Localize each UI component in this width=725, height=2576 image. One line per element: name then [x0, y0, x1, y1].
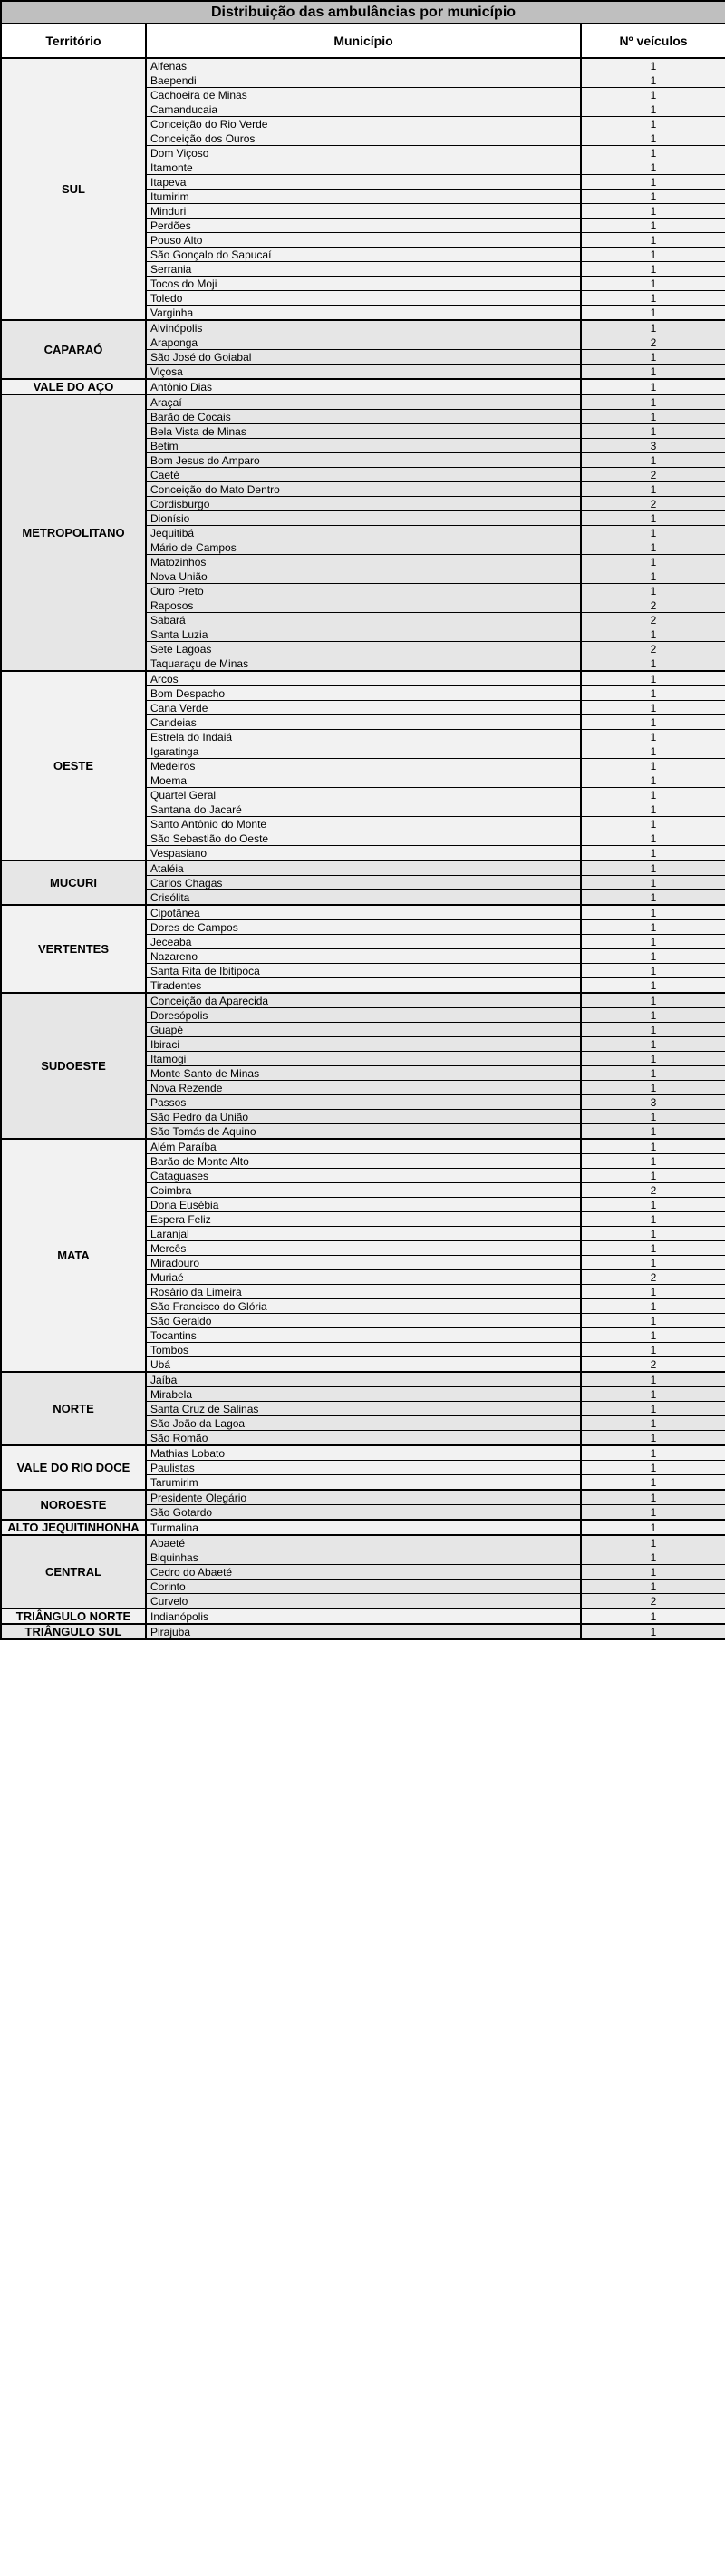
municipality-cell: Araponga — [146, 335, 581, 350]
vehicle-count-cell: 1 — [581, 876, 725, 890]
vehicle-count-cell: 1 — [581, 1169, 725, 1183]
municipality-cell: Ouro Preto — [146, 584, 581, 598]
vehicle-count-cell: 1 — [581, 1110, 725, 1124]
municipality-cell: Barão de Cocais — [146, 410, 581, 424]
vehicle-count-cell: 1 — [581, 1154, 725, 1169]
vehicle-count-cell: 1 — [581, 102, 725, 117]
vehicle-count-cell: 1 — [581, 320, 725, 335]
vehicle-count-cell: 1 — [581, 1081, 725, 1095]
municipality-cell: Cataguases — [146, 1169, 581, 1183]
vehicle-count-cell: 1 — [581, 1387, 725, 1402]
vehicle-count-cell: 1 — [581, 190, 725, 204]
municipality-cell: Quartel Geral — [146, 788, 581, 802]
municipality-cell: Muriaé — [146, 1270, 581, 1285]
vehicle-count-cell: 1 — [581, 1402, 725, 1416]
municipality-cell: São Gotardo — [146, 1505, 581, 1521]
vehicle-count-cell: 1 — [581, 350, 725, 365]
vehicle-count-cell: 1 — [581, 379, 725, 394]
territory-cell: METROPOLITANO — [1, 394, 146, 671]
municipality-cell: Jaíba — [146, 1372, 581, 1387]
municipality-cell: Indianópolis — [146, 1609, 581, 1624]
vehicle-count-cell: 2 — [581, 642, 725, 656]
municipality-cell: Além Paraíba — [146, 1139, 581, 1154]
vehicle-count-cell: 1 — [581, 860, 725, 876]
vehicle-count-cell: 1 — [581, 175, 725, 190]
municipality-cell: São Gonçalo do Sapucaí — [146, 248, 581, 262]
municipality-cell: Alfenas — [146, 58, 581, 73]
vehicle-count-cell: 1 — [581, 1212, 725, 1227]
municipality-cell: Candeias — [146, 715, 581, 730]
vehicle-count-cell: 1 — [581, 204, 725, 219]
municipality-cell: Tiradentes — [146, 978, 581, 994]
municipality-cell: Sabará — [146, 613, 581, 627]
vehicle-count-cell: 1 — [581, 131, 725, 146]
vehicle-count-cell: 1 — [581, 890, 725, 906]
municipality-cell: Corinto — [146, 1580, 581, 1594]
municipality-cell: Guapé — [146, 1023, 581, 1037]
municipality-cell: Baependi — [146, 73, 581, 88]
municipality-cell: Passos — [146, 1095, 581, 1110]
vehicle-count-cell: 1 — [581, 730, 725, 744]
municipality-cell: Araçaí — [146, 394, 581, 410]
column-header-territory: Território — [1, 24, 146, 58]
vehicle-count-cell: 1 — [581, 555, 725, 569]
vehicle-count-cell: 1 — [581, 1550, 725, 1565]
territory-cell: VALE DO RIO DOCE — [1, 1445, 146, 1490]
municipality-cell: Pirajuba — [146, 1624, 581, 1639]
vehicle-count-cell: 1 — [581, 569, 725, 584]
table-row — [1, 379, 725, 394]
municipality-cell: Tombos — [146, 1343, 581, 1357]
vehicle-count-cell: 1 — [581, 1372, 725, 1387]
vehicle-count-cell: 1 — [581, 831, 725, 846]
municipality-cell: Presidente Olegário — [146, 1490, 581, 1505]
vehicle-count-cell: 1 — [581, 1343, 725, 1357]
municipality-cell: Taquaraçu de Minas — [146, 656, 581, 672]
municipality-cell: Arcos — [146, 671, 581, 686]
vehicle-count-cell: 1 — [581, 1285, 725, 1299]
municipality-cell: Itapeva — [146, 175, 581, 190]
municipality-cell: Crisólita — [146, 890, 581, 906]
vehicle-count-cell: 1 — [581, 1328, 725, 1343]
vehicle-count-cell: 2 — [581, 1594, 725, 1609]
vehicle-count-cell: 1 — [581, 1580, 725, 1594]
municipality-cell: Abaeté — [146, 1535, 581, 1550]
territory-cell: MUCURI — [1, 860, 146, 905]
municipality-cell: Rosário da Limeira — [146, 1285, 581, 1299]
municipality-cell: Toledo — [146, 291, 581, 306]
municipality-cell: Mercês — [146, 1241, 581, 1256]
territory-cell: CAPARAÓ — [1, 320, 146, 379]
municipality-cell: Dores de Campos — [146, 920, 581, 935]
municipality-cell: Cana Verde — [146, 701, 581, 715]
municipality-cell: Perdões — [146, 219, 581, 233]
vehicle-count-cell: 1 — [581, 1445, 725, 1461]
municipality-cell: Coimbra — [146, 1183, 581, 1198]
vehicle-count-cell: 1 — [581, 482, 725, 497]
municipality-cell: Viçosa — [146, 365, 581, 380]
table-head — [1, 1, 725, 58]
vehicle-count-cell: 1 — [581, 540, 725, 555]
vehicle-count-cell: 1 — [581, 1299, 725, 1314]
municipality-cell: Cordisburgo — [146, 497, 581, 511]
municipality-cell: Cedro do Abaeté — [146, 1565, 581, 1580]
table-row — [1, 1372, 725, 1387]
municipality-cell: Conceição do Rio Verde — [146, 117, 581, 131]
municipality-cell: Itumirim — [146, 190, 581, 204]
vehicle-count-cell: 1 — [581, 58, 725, 73]
municipality-cell: Betim — [146, 439, 581, 453]
vehicle-count-cell: 2 — [581, 468, 725, 482]
vehicle-count-cell: 1 — [581, 410, 725, 424]
municipality-cell: Jeceaba — [146, 935, 581, 949]
table-row — [1, 860, 725, 876]
municipality-cell: Camanducaia — [146, 102, 581, 117]
territory-cell: ALTO JEQUITINHONHA — [1, 1520, 146, 1535]
vehicle-count-cell: 1 — [581, 671, 725, 686]
municipality-cell: Ibiraci — [146, 1037, 581, 1052]
table-row — [1, 1624, 725, 1639]
municipality-cell: Turmalina — [146, 1520, 581, 1535]
title-row — [1, 1, 725, 24]
municipality-cell: São Geraldo — [146, 1314, 581, 1328]
table-row — [1, 1535, 725, 1550]
column-header-municipality: Município — [146, 24, 581, 58]
municipality-cell: Curvelo — [146, 1594, 581, 1609]
municipality-cell: Dionísio — [146, 511, 581, 526]
vehicle-count-cell: 1 — [581, 802, 725, 817]
table-row — [1, 905, 725, 920]
municipality-cell: Itamonte — [146, 160, 581, 175]
table-row — [1, 993, 725, 1008]
municipality-cell: Monte Santo de Minas — [146, 1066, 581, 1081]
vehicle-count-cell: 1 — [581, 1124, 725, 1140]
vehicle-count-cell: 1 — [581, 788, 725, 802]
municipality-cell: Alvinópolis — [146, 320, 581, 335]
territory-cell: TRIÂNGULO SUL — [1, 1624, 146, 1639]
vehicle-count-cell: 1 — [581, 817, 725, 831]
municipality-cell: Cipotânea — [146, 905, 581, 920]
vehicle-count-cell: 2 — [581, 613, 725, 627]
vehicle-count-cell: 1 — [581, 1461, 725, 1475]
vehicle-count-cell: 1 — [581, 773, 725, 788]
municipality-cell: Mirabela — [146, 1387, 581, 1402]
municipality-cell: Paulistas — [146, 1461, 581, 1475]
municipality-cell: Estrela do Indaiá — [146, 730, 581, 744]
vehicle-count-cell: 1 — [581, 1198, 725, 1212]
vehicle-count-cell: 1 — [581, 248, 725, 262]
table-row — [1, 1139, 725, 1154]
vehicle-count-cell: 1 — [581, 146, 725, 160]
territory-cell: CENTRAL — [1, 1535, 146, 1609]
municipality-cell: Tocantins — [146, 1328, 581, 1343]
municipality-cell: São Francisco do Glória — [146, 1299, 581, 1314]
vehicle-count-cell: 1 — [581, 365, 725, 380]
municipality-cell: Conceição dos Ouros — [146, 131, 581, 146]
territory-cell: NORTE — [1, 1372, 146, 1445]
territory-cell: NOROESTE — [1, 1490, 146, 1520]
municipality-cell: Santana do Jacaré — [146, 802, 581, 817]
table-row — [1, 58, 725, 73]
territory-cell: MATA — [1, 1139, 146, 1372]
municipality-cell: Bom Jesus do Amparo — [146, 453, 581, 468]
vehicle-count-cell: 1 — [581, 1475, 725, 1491]
vehicle-count-cell: 2 — [581, 1270, 725, 1285]
vehicle-count-cell: 1 — [581, 1241, 725, 1256]
vehicle-count-cell: 1 — [581, 511, 725, 526]
vehicle-count-cell: 1 — [581, 291, 725, 306]
municipality-cell: Matozinhos — [146, 555, 581, 569]
municipality-cell: Dom Viçoso — [146, 146, 581, 160]
vehicle-count-cell: 2 — [581, 598, 725, 613]
vehicle-count-cell: 1 — [581, 744, 725, 759]
municipality-cell: Barão de Monte Alto — [146, 1154, 581, 1169]
vehicle-count-cell: 1 — [581, 584, 725, 598]
municipality-cell: Vespasiano — [146, 846, 581, 861]
municipality-cell: Santa Cruz de Salinas — [146, 1402, 581, 1416]
municipality-cell: Laranjal — [146, 1227, 581, 1241]
vehicle-count-cell: 1 — [581, 306, 725, 321]
vehicle-count-cell: 1 — [581, 1505, 725, 1521]
municipality-cell: Moema — [146, 773, 581, 788]
vehicle-count-cell: 1 — [581, 1490, 725, 1505]
municipality-cell: Antônio Dias — [146, 379, 581, 394]
vehicle-count-cell: 1 — [581, 88, 725, 102]
vehicle-count-cell: 1 — [581, 1066, 725, 1081]
vehicle-count-cell: 1 — [581, 964, 725, 978]
municipality-cell: Tocos do Moji — [146, 277, 581, 291]
table-row — [1, 1445, 725, 1461]
table-title: Distribuição das ambulâncias por município — [1, 1, 725, 24]
municipality-cell: Santa Rita de Ibitipoca — [146, 964, 581, 978]
vehicle-count-cell: 1 — [581, 394, 725, 410]
municipality-cell: Mário de Campos — [146, 540, 581, 555]
municipality-cell: Biquinhas — [146, 1550, 581, 1565]
territory-cell: TRIÂNGULO NORTE — [1, 1609, 146, 1624]
vehicle-count-cell: 2 — [581, 497, 725, 511]
table-row — [1, 671, 725, 686]
vehicle-count-cell: 1 — [581, 686, 725, 701]
vehicle-count-cell: 1 — [581, 1314, 725, 1328]
municipality-cell: Medeiros — [146, 759, 581, 773]
territory-cell: VERTENTES — [1, 905, 146, 993]
vehicle-count-cell: 1 — [581, 160, 725, 175]
vehicle-count-cell: 2 — [581, 335, 725, 350]
vehicle-count-cell: 1 — [581, 262, 725, 277]
vehicle-count-cell: 1 — [581, 1624, 725, 1639]
vehicle-count-cell: 2 — [581, 1357, 725, 1373]
vehicle-count-cell: 1 — [581, 627, 725, 642]
vehicle-count-cell: 1 — [581, 905, 725, 920]
territory-cell: SUL — [1, 58, 146, 320]
municipality-cell: São João da Lagoa — [146, 1416, 581, 1431]
municipality-cell: São Sebastião do Oeste — [146, 831, 581, 846]
municipality-cell: Ataléia — [146, 860, 581, 876]
vehicle-count-cell: 1 — [581, 117, 725, 131]
vehicle-count-cell: 1 — [581, 424, 725, 439]
vehicle-count-cell: 1 — [581, 1139, 725, 1154]
municipality-cell: São José do Goiabal — [146, 350, 581, 365]
vehicle-count-cell: 1 — [581, 949, 725, 964]
vehicle-count-cell: 1 — [581, 846, 725, 861]
vehicle-count-cell: 1 — [581, 715, 725, 730]
municipality-cell: Pouso Alto — [146, 233, 581, 248]
municipality-cell: Espera Feliz — [146, 1212, 581, 1227]
municipality-cell: Doresópolis — [146, 1008, 581, 1023]
vehicle-count-cell: 1 — [581, 526, 725, 540]
vehicle-count-cell: 3 — [581, 1095, 725, 1110]
vehicle-count-cell: 1 — [581, 1008, 725, 1023]
vehicle-count-cell: 1 — [581, 1416, 725, 1431]
table-row — [1, 1490, 725, 1505]
municipality-cell: Conceição da Aparecida — [146, 993, 581, 1008]
municipality-cell: Mathias Lobato — [146, 1445, 581, 1461]
municipality-cell: Dona Eusébia — [146, 1198, 581, 1212]
municipality-cell: Ubá — [146, 1357, 581, 1373]
municipality-cell: São Pedro da União — [146, 1110, 581, 1124]
vehicle-count-cell: 1 — [581, 73, 725, 88]
municipality-cell: Itamogi — [146, 1052, 581, 1066]
territory-cell: SUDOESTE — [1, 993, 146, 1139]
vehicle-count-cell: 1 — [581, 656, 725, 672]
municipality-cell: Conceição do Mato Dentro — [146, 482, 581, 497]
vehicle-count-cell: 1 — [581, 453, 725, 468]
municipality-cell: Nova Rezende — [146, 1081, 581, 1095]
municipality-cell: Caeté — [146, 468, 581, 482]
vehicle-count-cell: 1 — [581, 277, 725, 291]
vehicle-count-cell: 1 — [581, 1052, 725, 1066]
vehicle-count-cell: 1 — [581, 1609, 725, 1624]
municipality-cell: Nazareno — [146, 949, 581, 964]
vehicle-count-cell: 1 — [581, 701, 725, 715]
table-body — [1, 58, 725, 1639]
municipality-cell: São Tomás de Aquino — [146, 1124, 581, 1140]
vehicle-count-cell: 1 — [581, 1520, 725, 1535]
municipality-cell: Raposos — [146, 598, 581, 613]
vehicle-count-cell: 1 — [581, 1565, 725, 1580]
municipality-cell: Nova União — [146, 569, 581, 584]
municipality-cell: Santa Luzia — [146, 627, 581, 642]
vehicle-count-cell: 1 — [581, 978, 725, 994]
vehicle-count-cell: 1 — [581, 1037, 725, 1052]
municipality-cell: Miradouro — [146, 1256, 581, 1270]
column-header-vehicles: Nº veículos — [581, 24, 725, 58]
table-row — [1, 1609, 725, 1624]
municipality-cell: Bela Vista de Minas — [146, 424, 581, 439]
vehicle-count-cell: 1 — [581, 1431, 725, 1446]
municipality-cell: Tarumirim — [146, 1475, 581, 1491]
municipality-cell: Carlos Chagas — [146, 876, 581, 890]
municipality-cell: Cachoeira de Minas — [146, 88, 581, 102]
vehicle-count-cell: 1 — [581, 993, 725, 1008]
vehicle-count-cell: 3 — [581, 439, 725, 453]
vehicle-count-cell: 2 — [581, 1183, 725, 1198]
municipality-cell: São Romão — [146, 1431, 581, 1446]
municipality-cell: Minduri — [146, 204, 581, 219]
municipality-cell: Serrania — [146, 262, 581, 277]
vehicle-count-cell: 1 — [581, 1535, 725, 1550]
municipality-cell: Varginha — [146, 306, 581, 321]
table-row — [1, 394, 725, 410]
vehicle-count-cell: 1 — [581, 935, 725, 949]
municipality-cell: Bom Despacho — [146, 686, 581, 701]
vehicle-count-cell: 1 — [581, 1227, 725, 1241]
column-header-row — [1, 24, 725, 58]
municipality-cell: Sete Lagoas — [146, 642, 581, 656]
territory-cell: VALE DO AÇO — [1, 379, 146, 394]
municipality-cell: Jequitibá — [146, 526, 581, 540]
territory-cell: OESTE — [1, 671, 146, 860]
vehicle-count-cell: 1 — [581, 920, 725, 935]
vehicle-count-cell: 1 — [581, 219, 725, 233]
table-row — [1, 1520, 725, 1535]
vehicle-count-cell: 1 — [581, 233, 725, 248]
vehicle-count-cell: 1 — [581, 1023, 725, 1037]
vehicle-count-cell: 1 — [581, 1256, 725, 1270]
vehicle-count-cell: 1 — [581, 759, 725, 773]
municipality-cell: Igaratinga — [146, 744, 581, 759]
municipality-cell: Santo Antônio do Monte — [146, 817, 581, 831]
table-row — [1, 320, 725, 335]
